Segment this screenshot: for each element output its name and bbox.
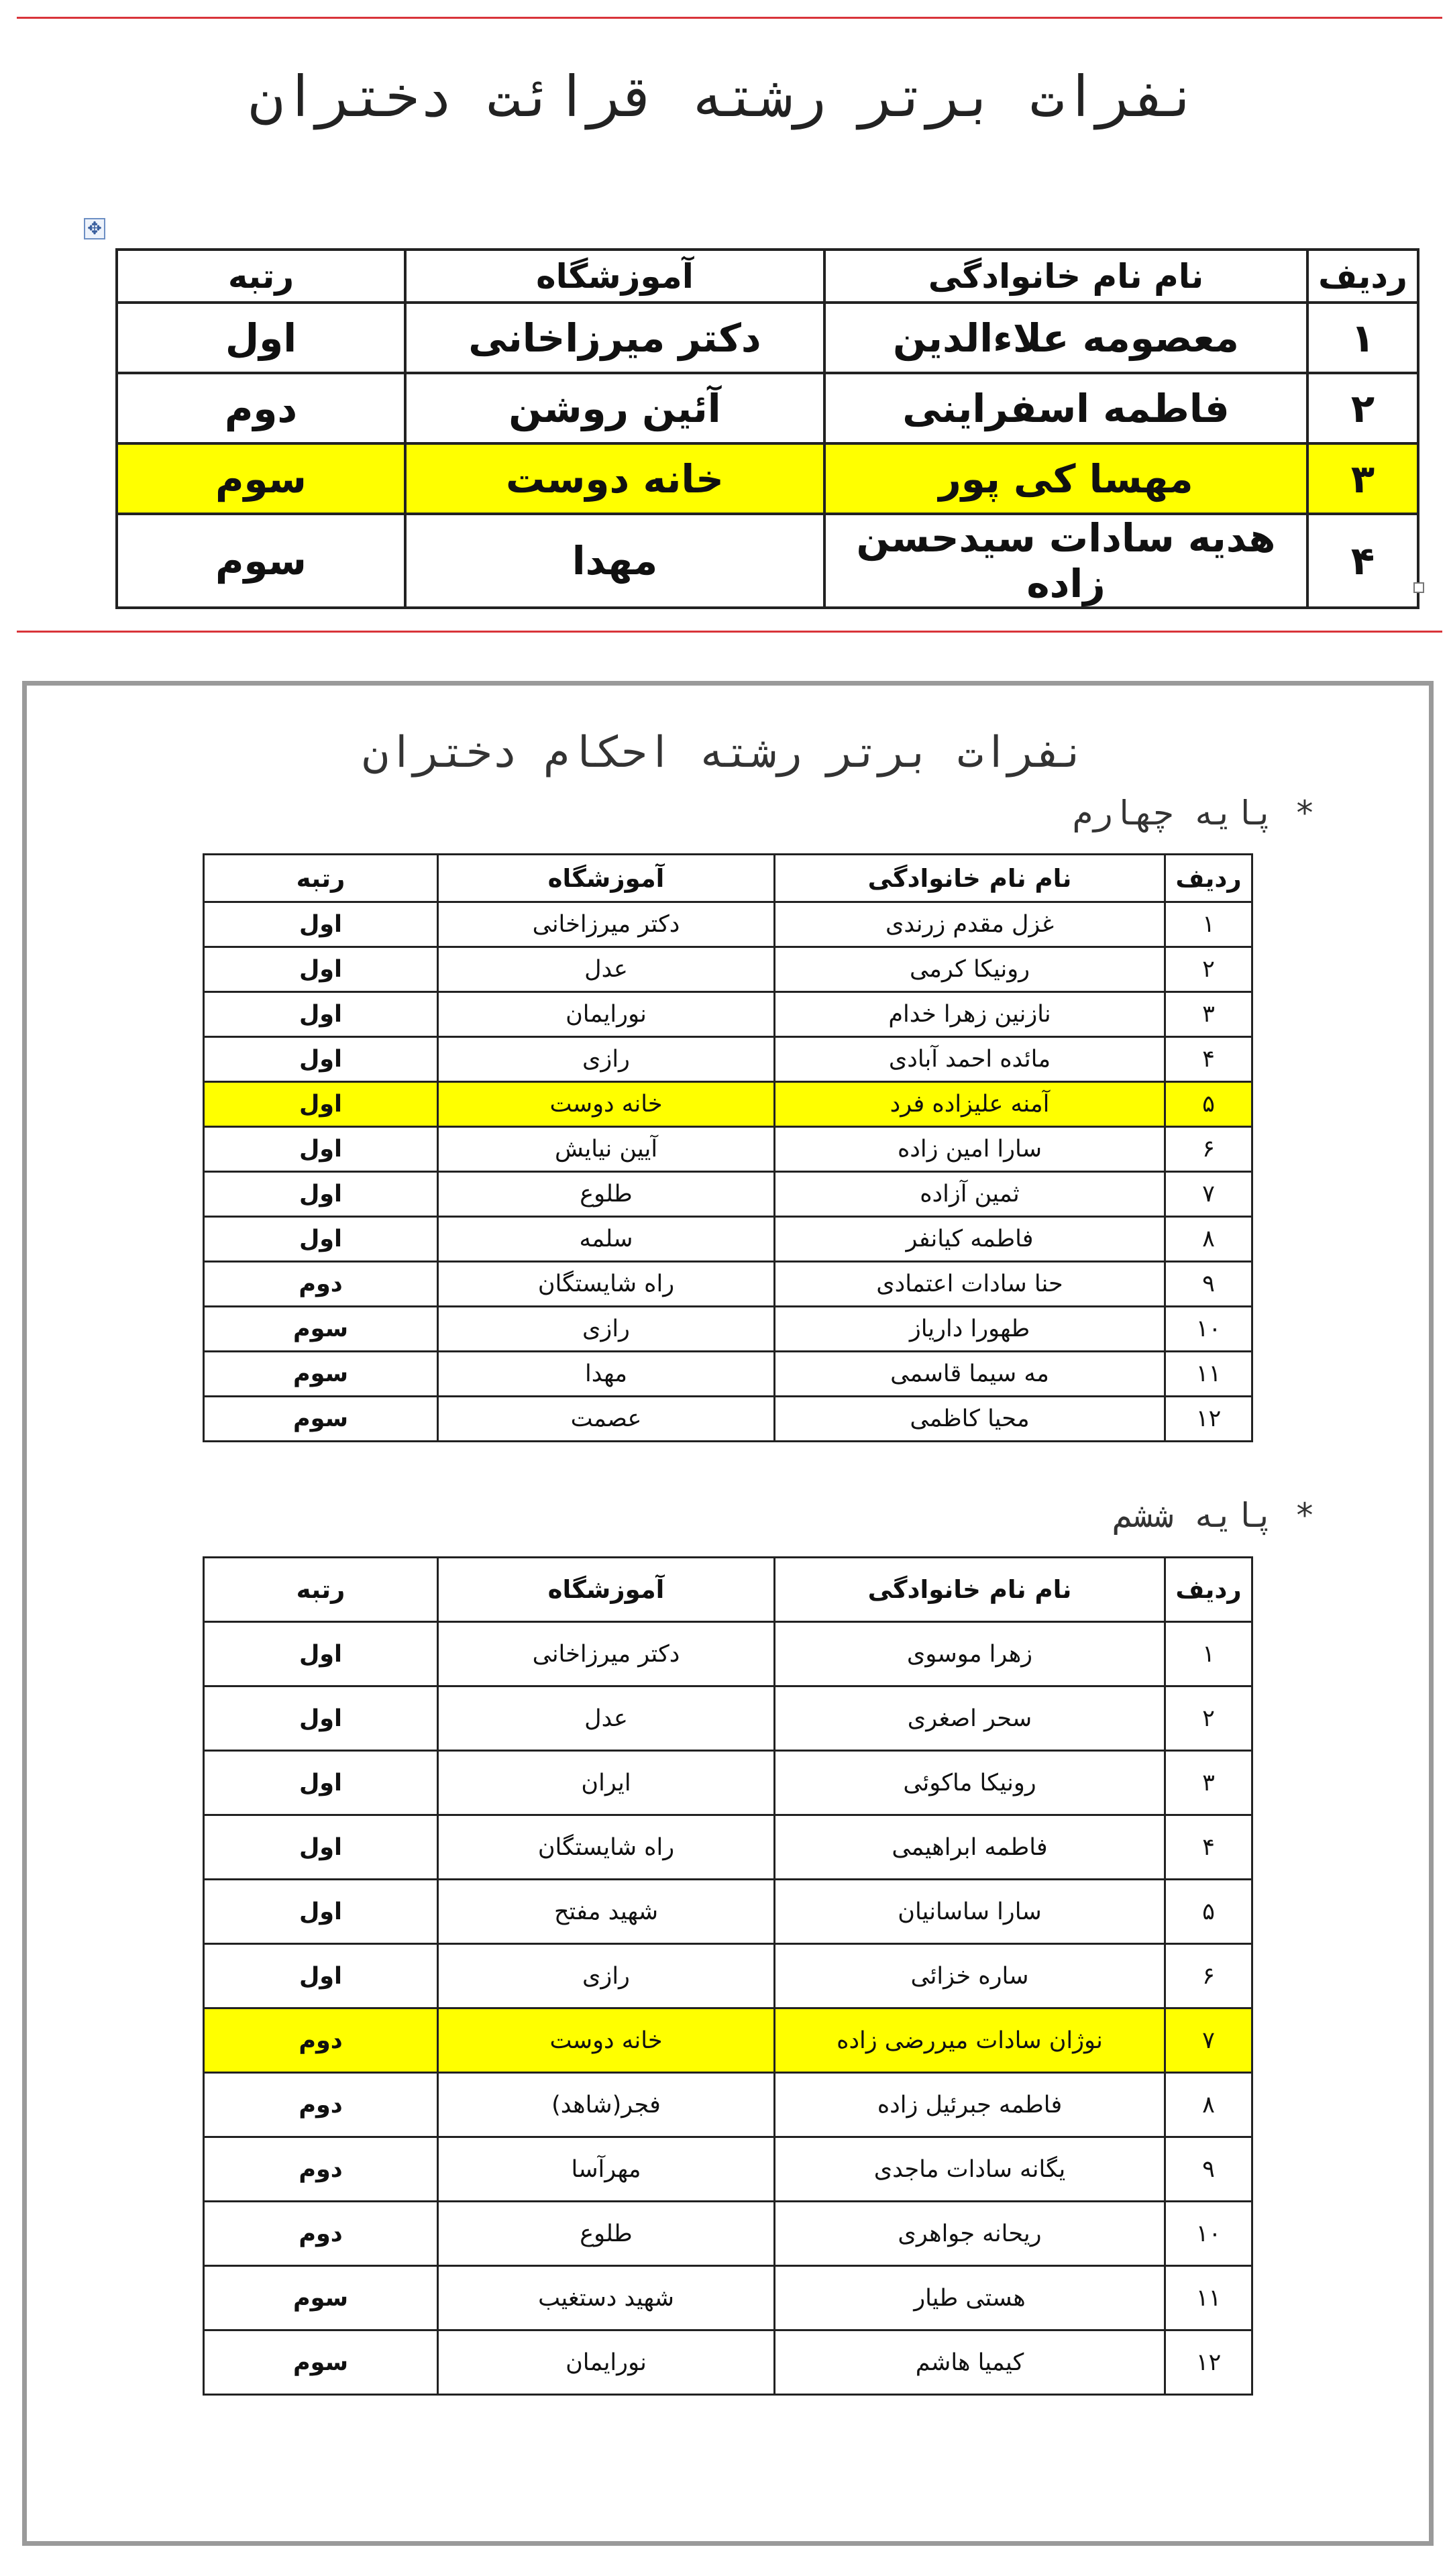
table-row [204, 902, 1252, 947]
cell-name: معصومه علاءالدین [824, 303, 1307, 373]
cell-rank: دوم [204, 2073, 438, 2137]
table-row [204, 1307, 1252, 1352]
cell-rank: اول [204, 1082, 438, 1127]
cell-name: هستی طیار [775, 2266, 1165, 2330]
grade6-rulings-table [203, 1556, 1253, 2396]
cell-name: نوژان سادات میررضی زاده [775, 2008, 1165, 2073]
table-resize-handle[interactable] [1413, 582, 1424, 593]
table-row [117, 303, 1418, 373]
cell-index: ۵ [1165, 1880, 1252, 1944]
cell-name: نازنین زهرا خدام [775, 992, 1165, 1037]
cell-index: ۱۱ [1165, 1352, 1252, 1397]
cell-rank: اول [204, 1622, 438, 1686]
cell-school: خانه دوست [405, 443, 824, 514]
cell-rank: سوم [117, 514, 405, 608]
cell-rank: دوم [204, 2137, 438, 2202]
section1-title: نفرات برتر رشته قرائت دختران [249, 64, 1200, 129]
cell-school: رازی [438, 1944, 775, 2008]
cell-name: ثمین آزاده [775, 1172, 1165, 1217]
cell-name: سارا ساسانیان [775, 1880, 1165, 1944]
cell-index: ۴ [1165, 1037, 1252, 1082]
header-school: آموزشگاه [438, 1558, 775, 1622]
cell-rank: اول [204, 947, 438, 992]
cell-rank: اول [204, 1172, 438, 1217]
cell-index: ۸ [1165, 2073, 1252, 2137]
cell-name: رونیکا ماکوئی [775, 1751, 1165, 1815]
cell-school: راه شایستگان [438, 1262, 775, 1307]
cell-index: ۶ [1165, 1944, 1252, 2008]
top-red-rule [17, 17, 1442, 19]
section2-title: نفرات برتر رشته احکام دختران [362, 728, 1087, 777]
table-row [204, 1352, 1252, 1397]
cell-school: مهدا [405, 514, 824, 608]
table-move-handle-icon[interactable]: ✥ [84, 218, 105, 239]
cell-index: ۳ [1165, 992, 1252, 1037]
cell-rank: اول [204, 1686, 438, 1751]
quran-recitation-table [115, 248, 1419, 609]
cell-rank: دوم [204, 1262, 438, 1307]
cell-school: عصمت [438, 1397, 775, 1442]
cell-name: فاطمه اسفراینی [824, 373, 1307, 443]
cell-index: ۱۲ [1165, 2330, 1252, 2395]
cell-rank: سوم [204, 2330, 438, 2395]
cell-school: راه شایستگان [438, 1815, 775, 1880]
header-index: ردیف [1165, 855, 1252, 902]
header-name: نام نام خانوادگی [775, 855, 1165, 902]
table-row [204, 1262, 1252, 1307]
cell-name: غزل مقدم زرندی [775, 902, 1165, 947]
cell-name: محیا کاظمی [775, 1397, 1165, 1442]
cell-rank: اول [204, 902, 438, 947]
cell-name: حنا سادات اعتمادی [775, 1262, 1165, 1307]
cell-name: یگانه سادات ماجدی [775, 2137, 1165, 2202]
cell-rank: اول [117, 303, 405, 373]
table-row [117, 443, 1418, 514]
cell-name: ریحانه جواهری [775, 2202, 1165, 2266]
cell-school: نورایمان [438, 992, 775, 1037]
cell-school: ایران [438, 1751, 775, 1815]
cell-index: ۲ [1165, 1686, 1252, 1751]
grade4-label: * پایه چهارم [1072, 794, 1315, 833]
cell-school: خانه دوست [438, 1082, 775, 1127]
header-rank: رتبه [117, 250, 405, 303]
header-name: نام نام خانوادگی [824, 250, 1307, 303]
table-row [204, 2008, 1252, 2073]
cell-school: مهرآسا [438, 2137, 775, 2202]
cell-school: نورایمان [438, 2330, 775, 2395]
grade6-label: * پایه ششم [1112, 1496, 1315, 1535]
header-rank: رتبه [204, 855, 438, 902]
cell-name: مائده احمد آبادی [775, 1037, 1165, 1082]
cell-school: دکتر میرزاخانی [438, 902, 775, 947]
cell-index: ۷ [1165, 1172, 1252, 1217]
cell-name: رونیکا کرمی [775, 947, 1165, 992]
cell-school: طلوع [438, 2202, 775, 2266]
cell-index: ۸ [1165, 1217, 1252, 1262]
cell-school: عدل [438, 1686, 775, 1751]
cell-index: ۷ [1165, 2008, 1252, 2073]
cell-name: فاطمه ابراهیمی [775, 1815, 1165, 1880]
bottom-red-rule [17, 631, 1442, 633]
table-row [204, 2202, 1252, 2266]
cell-school: دکتر میرزاخانی [405, 303, 824, 373]
cell-index: ۴ [1165, 1815, 1252, 1880]
cell-index: ۵ [1165, 1082, 1252, 1127]
cell-rank: دوم [204, 2202, 438, 2266]
header-index: ردیف [1307, 250, 1418, 303]
table-row [204, 1172, 1252, 1217]
cell-rank: اول [204, 1815, 438, 1880]
cell-rank: سوم [117, 443, 405, 514]
table-row [204, 1127, 1252, 1172]
table-row [204, 1397, 1252, 1442]
cell-index: ۲ [1165, 947, 1252, 992]
cell-index: ۹ [1165, 1262, 1252, 1307]
cell-name: مه سیما قاسمی [775, 1352, 1165, 1397]
cell-index: ۱۰ [1165, 1307, 1252, 1352]
cell-school: خانه دوست [438, 2008, 775, 2073]
cell-rank: سوم [204, 1397, 438, 1442]
cell-school: آیین نیایش [438, 1127, 775, 1172]
table-row [117, 514, 1418, 608]
cell-school: آئین روشن [405, 373, 824, 443]
table-row [204, 2137, 1252, 2202]
table-row [204, 1944, 1252, 2008]
table-row [204, 1880, 1252, 1944]
cell-index: ۱ [1165, 902, 1252, 947]
cell-school: عدل [438, 947, 775, 992]
cell-index: ۳ [1307, 443, 1418, 514]
cell-index: ۴ [1307, 514, 1418, 608]
cell-name: سحر اصغری [775, 1686, 1165, 1751]
cell-name: سارا امین زاده [775, 1127, 1165, 1172]
cell-rank: اول [204, 1880, 438, 1944]
cell-index: ۱ [1165, 1622, 1252, 1686]
cell-rank: دوم [117, 373, 405, 443]
grade4-rulings-table [203, 853, 1253, 1442]
header-school: آموزشگاه [438, 855, 775, 902]
cell-index: ۳ [1165, 1751, 1252, 1815]
table-row [204, 1037, 1252, 1082]
table-row [204, 1686, 1252, 1751]
cell-name: طهورا داریاز [775, 1307, 1165, 1352]
cell-rank: دوم [204, 2008, 438, 2073]
header-rank: رتبه [204, 1558, 438, 1622]
cell-name: فاطمه جبرئیل زاده [775, 2073, 1165, 2137]
table-header-row [117, 250, 1418, 303]
table-row [204, 2266, 1252, 2330]
table-row [204, 1815, 1252, 1880]
table-row [204, 1217, 1252, 1262]
cell-name: آمنه علیزاده فرد [775, 1082, 1165, 1127]
cell-school: رازی [438, 1037, 775, 1082]
cell-name: زهرا موسوی [775, 1622, 1165, 1686]
cell-school: شهید مفتح [438, 1880, 775, 1944]
table-header-row [204, 855, 1252, 902]
cell-name: مهسا کی پور [824, 443, 1307, 514]
table-row [117, 373, 1418, 443]
cell-name: فاطمه کیانفر [775, 1217, 1165, 1262]
table-row [204, 1082, 1252, 1127]
cell-school: دکتر میرزاخانی [438, 1622, 775, 1686]
table-row [204, 2073, 1252, 2137]
table-row [204, 1751, 1252, 1815]
cell-index: ۹ [1165, 2137, 1252, 2202]
cell-school: رازی [438, 1307, 775, 1352]
cell-index: ۱۱ [1165, 2266, 1252, 2330]
cell-name: هدیه سادات سیدحسن زاده [824, 514, 1307, 608]
cell-school: سلمه [438, 1217, 775, 1262]
table-row [204, 992, 1252, 1037]
header-name: نام نام خانوادگی [775, 1558, 1165, 1622]
header-index: ردیف [1165, 1558, 1252, 1622]
cell-index: ۶ [1165, 1127, 1252, 1172]
cell-school: طلوع [438, 1172, 775, 1217]
cell-index: ۱ [1307, 303, 1418, 373]
table-row [204, 2330, 1252, 2395]
cell-name: کیمیا هاشم [775, 2330, 1165, 2395]
cell-rank: سوم [204, 1307, 438, 1352]
cell-rank: سوم [204, 1352, 438, 1397]
header-school: آموزشگاه [405, 250, 824, 303]
cell-rank: سوم [204, 2266, 438, 2330]
cell-name: ساره خزائی [775, 1944, 1165, 2008]
cell-rank: اول [204, 1037, 438, 1082]
table-header-row [204, 1558, 1252, 1622]
table-row [204, 1622, 1252, 1686]
cell-rank: اول [204, 992, 438, 1037]
cell-school: شهید دستغیب [438, 2266, 775, 2330]
cell-school: مهدا [438, 1352, 775, 1397]
cell-index: ۱۲ [1165, 1397, 1252, 1442]
cell-rank: اول [204, 1217, 438, 1262]
table-row [204, 947, 1252, 992]
cell-rank: اول [204, 1751, 438, 1815]
cell-index: ۱۰ [1165, 2202, 1252, 2266]
cell-index: ۲ [1307, 373, 1418, 443]
cell-school: فجر(شاهد) [438, 2073, 775, 2137]
cell-rank: اول [204, 1944, 438, 2008]
cell-rank: اول [204, 1127, 438, 1172]
